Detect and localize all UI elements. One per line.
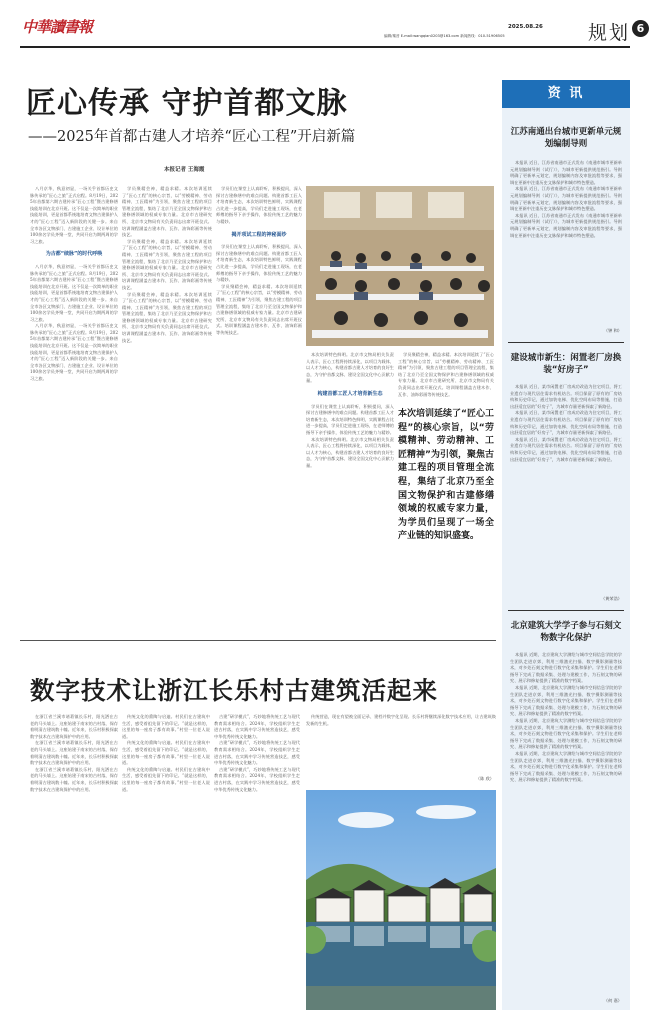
sidebar-item2-author: （黄荣浩） bbox=[601, 596, 622, 601]
article1-column-3 bbox=[216, 186, 302, 631]
article-divider bbox=[20, 640, 496, 641]
article1-column-1 bbox=[30, 186, 118, 631]
article1-pullquote: 本次培训延续了“匠心工程”的核心宗旨，以“劳模精神、劳动精神、工匠精神”为引领，聚焦古建工程的项目管理全流程，集结了北京乃至全国文物保护和古建修缮领域的权威专家力量，为学员们呈现了一场全产业链的知识盛宴。 bbox=[398, 409, 494, 542]
sidebar-item3-body-text-c: 本报讯 近期，北京建筑大学测绘与城市空间信息学院的学生团队走进京郊，利用三维激光扫描、数字摄影测量等技术，对多处石刻文物进行数字化采集和保护。学生们在老师指导下完成了数据采集、处理与建模工作，为石刻文物的研究、展示和修复提供了精准的数字档案。 bbox=[510, 717, 622, 750]
sidebar-item1-author: （钟 和） bbox=[603, 328, 622, 333]
editor-info-line: 编辑/秦晋 E-mail:wangqian0203@163.com 新闻热线：010-51906505 bbox=[384, 34, 505, 38]
sidebar-item1-title: 江苏南通出台城市更新单元规划编制导则 bbox=[510, 127, 622, 149]
article1-subhead-3: 构建首都工匠人才培育新生态 bbox=[317, 390, 383, 397]
sidebar-item3-title: 北京建筑大学学子参与石刻文物数字化保护 bbox=[510, 621, 622, 643]
sidebar-header bbox=[502, 80, 630, 108]
article1-col4-text-c: 本次培训特色鲜明。北京市文物局相关负责人表示，匠心工程将持续深化，以项目为载体、以人才为核心，构建首都古建人才培育的良好生态，为守护首都文脉、建设全国文化中心贡献力量。 bbox=[306, 436, 394, 468]
article2-col3-text: 古建“研学模式”，巧妙地将传统工艺与现代教育需求相结合。2024年，学校组织学生走进古村落，在实践中学习传统营造技艺，感受中华优秀传统文化魅力。 bbox=[214, 714, 300, 739]
article1-subhead-1: 为古都“续脉”的时代呼唤 bbox=[45, 251, 103, 258]
article1-col3-text: 学员们在课堂上认真聆听，积极提问，深入探讨古建修缮中的难点问题。构建首都工匠人才培育新生态，本次培训特色鲜明，实践课程占比进一步提高，学员们走进施工现场，在老师傅的指导下亲手操作，体验传统工艺的魅力与精妙。 bbox=[216, 186, 302, 224]
article1-col2-text: 学员聚精会神，精益求精。本次培训延续了“匠心工程”的核心宗旨，以“劳模精神、劳动精神、工匠精神”为引领，聚焦古建工程的项目管理全流程，集结了北京乃至全国文物保护和古建修缮领域的权威专家力量。北京市古建研究所、北京市文物局有关负责同志出席开班仪式。培训课程涵盖古建木作、瓦作、油饰彩画等传统技艺。 bbox=[122, 186, 212, 238]
article1-col3-text-b: 学员们在课堂上认真聆听，积极提问，深入探讨古建修缮中的难点问题。构建首都工匠人才培育新生态，本次培训特色鲜明，实践课程占比进一步提高，学员们走进施工现场，在老师傅的指导下亲手操作，体验传统工艺的魅力与精妙。 bbox=[216, 244, 302, 283]
section-title: 规划 bbox=[588, 22, 631, 44]
article1-byline: 本报记者 王海霞 bbox=[164, 167, 205, 173]
sidebar-item3-body bbox=[510, 652, 622, 996]
sidebar-item3-body-text: 本报讯 近期，北京建筑大学测绘与城市空间信息学院的学生团队走进京郊，利用三维激光扫描、数字摄影测量等技术，对多处石刻文物进行数字化采集和保护。学生们在老师指导下完成了数据采集、处理与建模工作，为石刻文物的研究、展示和修复提供了精准的数字档案。 bbox=[510, 652, 622, 684]
article2-col1-text-c: 在浙江省兰溪市诸葛镇长乐村，阳光洒在古老的马头墙上。这座始建于南宋的古村落，保存着明清古建筑数十幢。近年来，长乐村积极探索数字技术在古建筑保护中的应用。 bbox=[30, 766, 118, 792]
article1-col2-text-b: 学员聚精会神，精益求精。本次培训延续了“匠心工程”的核心宗旨，以“劳模精神、劳动精神、工匠精神”为引领，聚焦古建工程的项目管理全流程，集结了北京乃至全国文物保护和古建修缮领域的权威专家力量。北京市古建研究所、北京市文物局有关负责同志出席开班仪式。培训课程涵盖古建木作、瓦作、油饰彩画等传统技艺。 bbox=[122, 238, 212, 290]
sidebar-item3-body-text-b: 本报讯 近期，北京建筑大学测绘与城市空间信息学院的学生团队走进京郊，利用三维激光扫描、数字摄影测量等技术，对多处石刻文物进行数字化采集和保护。学生们在老师指导下完成了数据采集、处理与建模工作，为石刻文物的研究、展示和修复提供了精准的数字档案。 bbox=[510, 684, 622, 717]
article2-col1-text-b: 在浙江省兰溪市诸葛镇长乐村，阳光洒在古老的马头墙上。这座始建于南宋的古村落，保存着明清古建筑数十幢。近年来，长乐村积极探索数字技术在古建筑保护中的应用。 bbox=[30, 740, 118, 766]
article2-col3-text-b: 古建“研学模式”，巧妙地将传统工艺与现代教育需求相结合。2024年，学校组织学生走进古村落，在实践中学习传统营造技艺，感受中华优秀传统文化魅力。 bbox=[214, 740, 300, 766]
sidebar-item2-title: 建设城市新生：闲置老厂房换装“好房子” bbox=[510, 353, 622, 375]
sidebar-item3-body-text-d: 本报讯 近期，北京建筑大学测绘与城市空间信息学院的学生团队走进京郊，利用三维激光扫描、数字摄影测量等技术，对多处石刻文物进行数字化采集和保护。学生们在老师指导下完成了数据采集、处理与建模工作，为石刻文物的研究、展示和修复提供了精准的数字档案。 bbox=[510, 750, 622, 783]
article1-subhead-2: 揭开项试工程的神秘面纱 bbox=[231, 231, 287, 238]
sidebar-item2-body-text-c: 本报讯 近日，某市闲置老厂房成功改造为住宅项目，将工业遗存与现代居住需求有机结合。项目保留了原有的厂房结构和历史印记，通过加装电梯、优化空间布局等措施，打造出舒适宜居的“好房子”，为城市存量更新探索了新路径。 bbox=[510, 436, 622, 462]
article1-col1-text-b: 八月京华，秋意初显，一场关乎首都历史文脉传承的“匠心之旅”正式启程。8月19日，2025年首都第六期古建传承“匠心工程”暨古建修缮技能培训在北京开班。这不仅是一次简单的职业技能培训，更是首都系统地培育文物古建保护人才的“匠心工程”迈入新阶段的关键一步。来自全市各区文物部门、古建施工企业、设计单位的100余名学员齐聚一堂，共同开启为期两周的学习之旅。 bbox=[30, 263, 118, 322]
article2-col2-text: 传统文化的熏陶与启迪。村民们在古建筑中生活，感受着祖先留下的印记。“就是这样的，这里的每一座房子都有故事。”村里一位老人说道。 bbox=[122, 714, 210, 739]
article2-col1-text: 在浙江省兰溪市诸葛镇长乐村，阳光洒在古老的马头墙上。这座始建于南宋的古村落，保存着明清古建筑数十幢。近年来，长乐村积极探索数字技术在古建筑保护中的应用。 bbox=[30, 714, 118, 739]
masthead-rule bbox=[20, 46, 630, 48]
article1-col2-text-c: 学员聚精会神，精益求精。本次培训延续了“匠心工程”的核心宗旨，以“劳模精神、劳动精神、工匠精神”为引领，聚焦古建工程的项目管理全流程，集结了北京乃至全国文物保护和古建修缮领域的权威专家力量。北京市古建研究所、北京市文物局有关负责同志出席开班仪式。培训课程涵盖古建木作、瓦作、油饰彩画等传统技艺。 bbox=[122, 291, 212, 343]
sidebar-item1-body-text-c: 本报讯 近日，江苏省南通市正式发布《南通市城市更新单元规划编制导则（试行）》，为城市更新提供规范指引。导则明确了更新单元划定、规划编制内容及审批流程等要求，强调在更新中注重历史文脉保护和城市特色塑造。 bbox=[510, 212, 622, 238]
article1-subheadline: ——2025年首都古建人才培养“匠心工程”开启新篇 bbox=[28, 129, 356, 145]
article2-end-mark: （陈 欣） bbox=[475, 776, 494, 781]
issue-date: 2025.08.26 bbox=[508, 24, 543, 30]
article2-column-1 bbox=[30, 714, 118, 1010]
page-number-badge bbox=[632, 20, 649, 37]
article1-col4-text: 本次培训特色鲜明。北京市文物局相关负责人表示，匠心工程将持续深化，以项目为载体、以人才为核心，构建首都古建人才培育的良好生态，为守护首都文脉、建设全国文化中心贡献力量。 bbox=[306, 352, 394, 384]
sidebar-item2-body-text-b: 本报讯 近日，某市闲置老厂房成功改造为住宅项目，将工业遗存与现代居住需求有机结合。项目保留了原有的厂房结构和历史印记，通过加装电梯、优化空间布局等措施，打造出舒适宜居的“好房子”，为城市存量更新探索了新路径。 bbox=[510, 410, 622, 436]
article1-column-4 bbox=[306, 352, 394, 630]
classroom-illustration bbox=[306, 186, 494, 346]
masthead bbox=[20, 16, 645, 50]
village-photo bbox=[306, 790, 496, 1010]
page-number: 6 bbox=[636, 22, 645, 35]
article1-column-5 bbox=[398, 352, 494, 402]
article2-column-2 bbox=[122, 714, 210, 1010]
sidebar-divider-1 bbox=[508, 342, 624, 343]
sidebar-item1-body-text-b: 本报讯 近日，江苏省南通市正式发布《南通市城市更新单元规划编制导则（试行）》，为城市更新提供规范指引。导则明确了更新单元划定、规划编制内容及审批流程等要求，强调在更新中注重历史文脉保护和城市特色塑造。 bbox=[510, 186, 622, 212]
village-illustration bbox=[306, 790, 496, 1010]
sidebar-item1-body bbox=[510, 160, 622, 328]
article1-col4-text-b: 学员们在课堂上认真聆听，积极提问，深入探讨古建修缮中的难点问题。构建首都工匠人才培育新生态，本次培训特色鲜明，实践课程占比进一步提高，学员们走进施工现场，在老师傅的指导下亲手操作，体验传统工艺的魅力与精妙。 bbox=[306, 403, 394, 435]
sidebar-header-title: 资 讯 bbox=[547, 86, 585, 101]
sidebar-item3-author: （何 嘉） bbox=[603, 998, 622, 1003]
article2-col4-text: 传统营造，现在有望被全面记录、建档并数字化呈现。长乐村将继续深化数字技术应用，让古建筑焕发新的生机。 bbox=[306, 714, 496, 726]
article1-col1-text: 八月京华，秋意初显，一场关乎首都历史文脉传承的“匠心之旅”正式启程。8月19日，2025年首都第六期古建传承“匠心工程”暨古建修缮技能培训在北京开班。这不仅是一次简单的职业技能培训，更是首都系统地培育文物古建保护人才的“匠心工程”迈入新阶段的关键一步。来自全市各区文物部门、古建施工企业、设计单位的100余名学员齐聚一堂，共同开启为期两周的学习之旅。 bbox=[30, 186, 118, 244]
sidebar-item2-body-text: 本报讯 近日，某市闲置老厂房成功改造为住宅项目，将工业遗存与现代居住需求有机结合。项目保留了原有的厂房结构和历史印记，通过加装电梯、优化空间布局等措施，打造出舒适宜居的“好房子”，为城市存量更新探索了新路径。 bbox=[510, 384, 622, 409]
article2-column-3 bbox=[214, 714, 300, 1010]
article2-headline: 数字技术让浙江长乐村古建筑活起来 bbox=[30, 676, 438, 705]
newspaper-logo: 中華讀書報 bbox=[22, 18, 93, 36]
article1-col3-text-c: 学员聚精会神，精益求精。本次培训延续了“匠心工程”的核心宗旨，以“劳模精神、劳动精神、工匠精神”为引领，聚焦古建工程的项目管理全流程，集结了北京乃至全国文物保护和古建修缮领域的权威专家力量。北京市古建研究所、北京市文物局有关负责同志出席开班仪式。培训课程涵盖古建木作、瓦作、油饰彩画等传统技艺。 bbox=[216, 283, 302, 335]
article2-col2-text-b: 传统文化的熏陶与启迪。村民们在古建筑中生活，感受着祖先留下的印记。“就是这样的，这里的每一座房子都有故事。”村里一位老人说道。 bbox=[122, 740, 210, 766]
article1-col5-text: 学员聚精会神，精益求精。本次培训延续了“匠心工程”的核心宗旨，以“劳模精神、劳动精神、工匠精神”为引领，聚焦古建工程的项目管理全流程，集结了北京乃至全国文物保护和古建修缮领域的权威专家力量。北京市古建研究所、北京市文物局有关负责同志出席开班仪式。培训课程涵盖古建木作、瓦作、油饰彩画等传统技艺。 bbox=[398, 352, 494, 397]
sidebar-item2-body bbox=[510, 384, 622, 594]
article2-column-4 bbox=[306, 714, 496, 776]
article1-col1-text-c: 八月京华，秋意初显，一场关乎首都历史文脉传承的“匠心之旅”正式启程。8月19日，2025年首都第六期古建传承“匠心工程”暨古建修缮技能培训在北京开班。这不仅是一次简单的职业技能培训，更是首都系统地培育文物古建保护人才的“匠心工程”迈入新阶段的关键一步。来自全市各区文物部门、古建施工企业、设计单位的100余名学员齐聚一堂，共同开启为期两周的学习之旅。 bbox=[30, 323, 118, 382]
training-class-photo bbox=[306, 186, 494, 346]
article1-column-2 bbox=[122, 186, 212, 631]
sidebar-divider-2 bbox=[508, 610, 624, 611]
article1-headline: 匠心传承 守护首都文脉 bbox=[26, 86, 348, 121]
article2-col3-text-c: 古建“研学模式”，巧妙地将传统工艺与现代教育需求相结合。2024年，学校组织学生走进古村落，在实践中学习传统营造技艺，感受中华优秀传统文化魅力。 bbox=[214, 766, 300, 792]
article2-col2-text-c: 传统文化的熏陶与启迪。村民们在古建筑中生活，感受着祖先留下的印记。“就是这样的，这里的每一座房子都有故事。”村里一位老人说道。 bbox=[122, 766, 210, 792]
sidebar-item1-body-text: 本报讯 近日，江苏省南通市正式发布《南通市城市更新单元规划编制导则（试行）》，为城市更新提供规范指引。导则明确了更新单元划定、规划编制内容及审批流程等要求，强调在更新中注重历史文脉保护和城市特色塑造。 bbox=[510, 160, 622, 185]
